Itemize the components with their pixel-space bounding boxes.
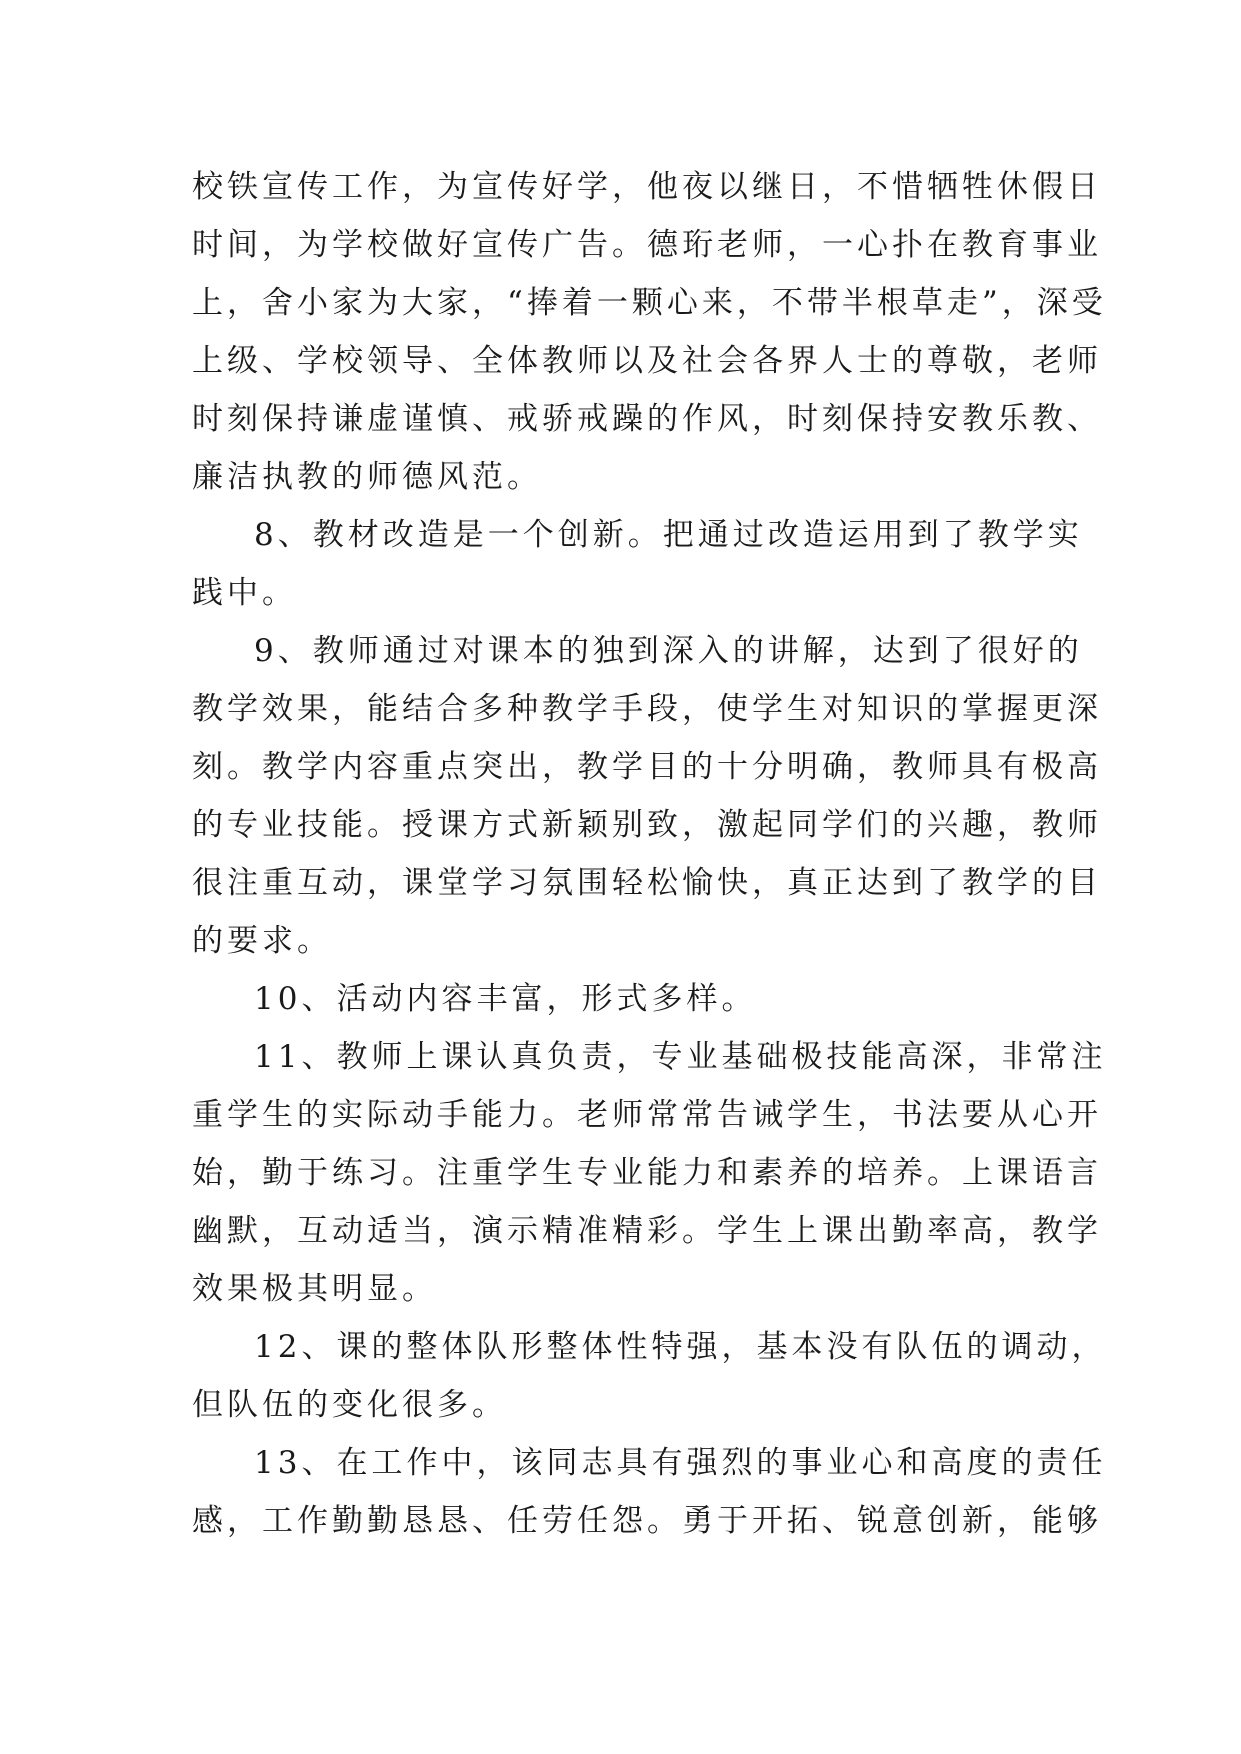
text-line: 感，工作勤勤恳恳、任劳任怨。勇于开拓、锐意创新，能够 — [192, 1503, 1102, 1539]
text-line: 很注重互动，课堂学习氛围轻松愉快，真正达到了教学的目 — [192, 865, 1102, 901]
text-line: 12、课的整体队形整体性特强，基本没有队伍的调动， — [254, 1329, 1107, 1365]
text-line: 11、教师上课认真负责，专业基础极技能高深，非常注 — [254, 1039, 1107, 1075]
text-line: 的专业技能。授课方式新颖别致，激起同学们的兴趣，教师 — [192, 807, 1102, 843]
text-line: 重学生的实际动手能力。老师常常告诫学生，书法要从心开 — [192, 1097, 1102, 1133]
text-line: 践中。 — [192, 575, 297, 611]
text-line: 校铁宣传工作，为宣传好学，他夜以继日，不惜牺牲休假日 — [192, 169, 1102, 205]
text-line: 10、活动内容丰富，形式多样。 — [254, 981, 757, 1017]
text-line: 9、教师通过对课本的独到深入的讲解，达到了很好的 — [254, 633, 1083, 669]
text-line: 效果极其明显。 — [192, 1271, 437, 1307]
text-line: 13、在工作中，该同志具有强烈的事业心和高度的责任 — [254, 1445, 1107, 1481]
text-line: 但队伍的变化很多。 — [192, 1387, 507, 1423]
document-body — [192, 158, 1107, 1550]
text-line: 幽默，互动适当，演示精准精彩。学生上课出勤率高，教学 — [192, 1213, 1102, 1249]
text-line: 上级、学校领导、全体教师以及社会各界人士的尊敬，老师 — [192, 343, 1102, 379]
text-line: 8、教材改造是一个创新。把通过改造运用到了教学实 — [254, 517, 1083, 553]
text-line: 上，舍小家为大家，“捧着一颗心来，不带半根草走”，深受 — [192, 285, 1107, 321]
text-line: 刻。教学内容重点突出，教学目的十分明确，教师具有极高 — [192, 749, 1102, 785]
text-line: 始，勤于练习。注重学生专业能力和素养的培养。上课语言 — [192, 1155, 1102, 1191]
text-line: 廉洁执教的师德风范。 — [192, 459, 542, 495]
text-line: 时刻保持谦虚谨慎、戒骄戒躁的作风，时刻保持安教乐教、 — [192, 401, 1102, 437]
text-line: 时间，为学校做好宣传广告。德珩老师，一心扑在教育事业 — [192, 227, 1102, 263]
text-line: 的要求。 — [192, 923, 332, 959]
text-line: 教学效果，能结合多种教学手段，使学生对知识的掌握更深 — [192, 691, 1102, 727]
